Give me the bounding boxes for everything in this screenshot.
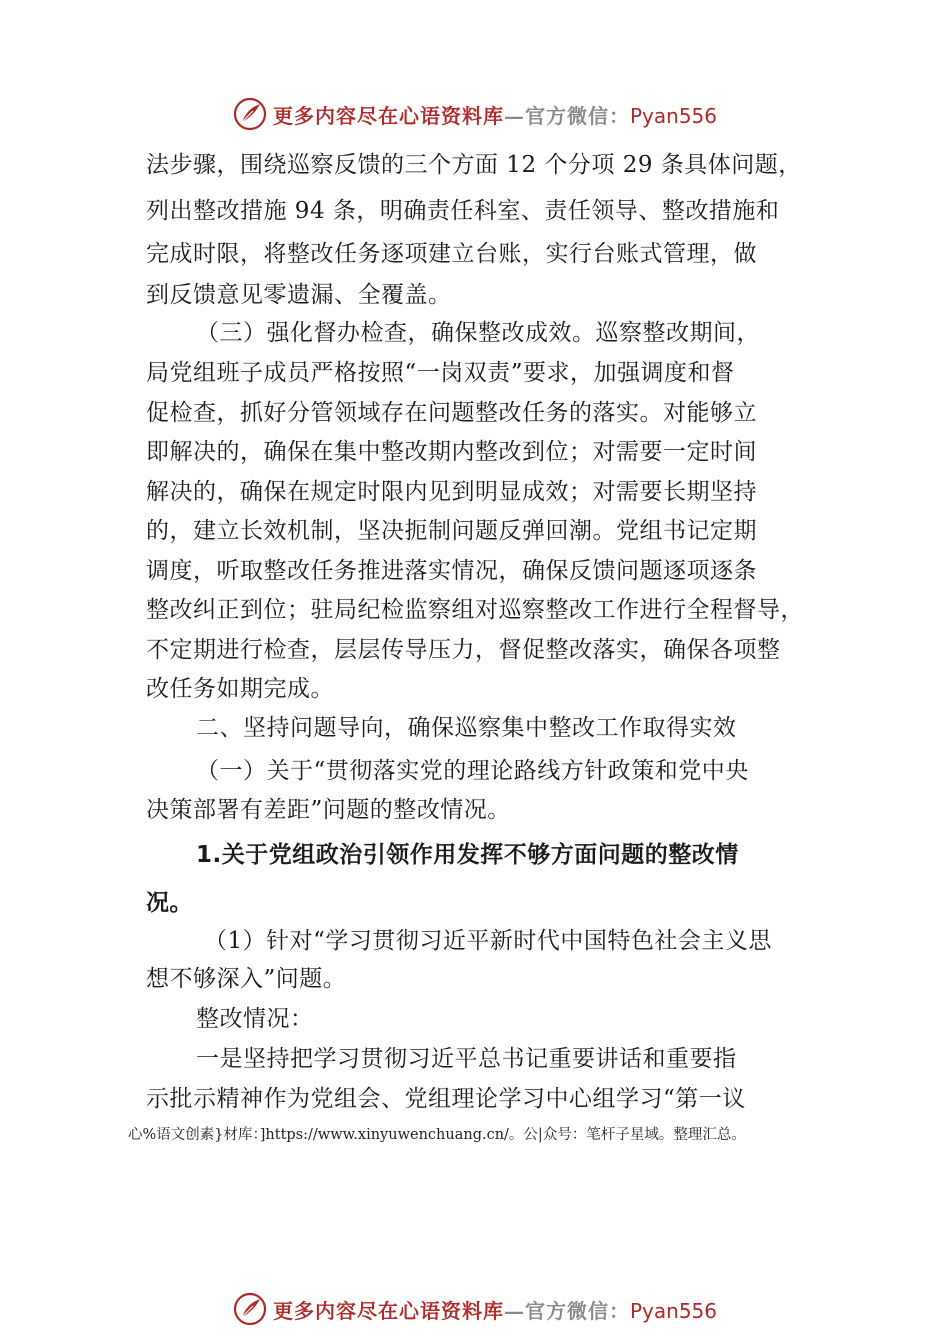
banner-dash: — — [503, 103, 525, 128]
paragraph-line: 局党组班子成员严格按照“一岗双责”要求，加强调度和督 — [146, 360, 735, 386]
section-heading: 二、坚持问题导向，确保巡察集中整改工作取得实效 — [196, 715, 737, 741]
header-banner-text — [273, 100, 717, 129]
banner-wechat-id: Pyan556 — [629, 103, 717, 128]
paragraph-line: 到反馈意见零遗漏、全覆盖。 — [146, 282, 452, 308]
subsection-heading: （一）关于“贯彻落实党的理论路线方针政策和党中央 — [196, 758, 749, 784]
bold-heading: 1.关于党组政治引领作用发挥不够方面问题的整改情 — [196, 842, 739, 868]
paragraph-line: 法步骤，围绕巡察反馈的三个方面 12 个分项 29 条具体问题， — [146, 152, 802, 178]
header-banner — [0, 94, 950, 134]
section-heading: （三）强化督办检查，确保整改成效。巡察整改期间， — [196, 320, 760, 346]
banner-wechat-id: Pyan556 — [629, 1298, 717, 1323]
paragraph-line: 想不够深入”问题。 — [146, 966, 347, 992]
paragraph-line: 列出整改措施 94 条，明确责任科室、责任领导、整改措施和 — [146, 198, 780, 224]
paragraph-line: 调度，听取整改任务推进落实情况，确保反馈问题逐项逐条 — [146, 558, 757, 584]
paragraph-line: 促检查，抓好分管领域存在问题整改任务的落实。对能够立 — [146, 400, 757, 426]
paragraph-line: 示批示精神作为党组会、党组理论学习中心组学习“第一议 — [146, 1086, 746, 1112]
paragraph-line: 改任务如期完成。 — [146, 676, 334, 702]
banner-site-name: 更多内容尽在心语资料库 — [272, 1298, 504, 1323]
paragraph-line: 完成时限，将整改任务逐项建立台账，实行台账式管理，做 — [146, 241, 757, 267]
banner-site-name: 更多内容尽在心语资料库 — [272, 103, 504, 128]
paragraph-line: 整改纠正到位；驻局纪检监察组对巡察整改工作进行全程督导， — [146, 597, 804, 623]
paragraph-line: 决策部署有差距”问题的整改情况。 — [146, 797, 511, 823]
footer-banner-text — [273, 1295, 717, 1324]
paragraph-line: 即解决的，确保在集中整改期内整改到位；对需要一定时间 — [146, 439, 757, 465]
feather-pen-logo-icon — [233, 97, 267, 131]
banner-wechat-label: 官方微信： — [524, 1298, 630, 1323]
banner-dash: — — [503, 1298, 525, 1323]
label-line: 整改情况： — [196, 1006, 314, 1032]
footer-banner — [0, 1289, 950, 1329]
paragraph-line: 的，建立长效机制，坚决扼制问题反弹回潮。党组书记定期 — [146, 518, 757, 544]
paragraph-line: 一是坚持把学习贯彻习近平总书记重要讲话和重要指 — [196, 1046, 737, 1072]
source-watermark-note: 心%语文创素}材库：]https://www.xinyuwenchuang.cn/。公|众号：笔杆子星域。整理汇总。 — [128, 1127, 746, 1143]
item-heading: （1）针对“学习贯彻习近平新时代中国特色社会主义思 — [204, 928, 772, 954]
banner-wechat-label: 官方微信： — [524, 103, 630, 128]
paragraph-line: 不定期进行检查，层层传导压力，督促整改落实，确保各项整 — [146, 637, 781, 663]
feather-pen-logo-icon — [233, 1292, 267, 1326]
bold-heading-continued: 况。 — [146, 890, 193, 916]
paragraph-line: 解决的，确保在规定时限内见到明显成效；对需要长期坚持 — [146, 479, 757, 505]
